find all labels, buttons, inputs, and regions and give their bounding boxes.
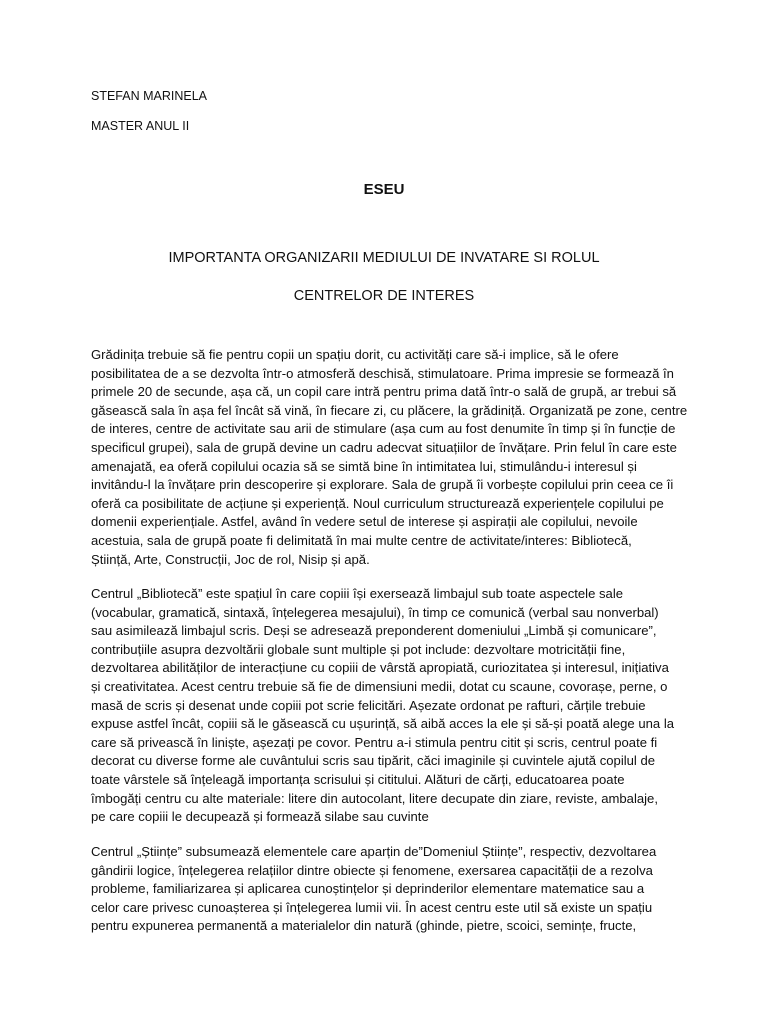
paragraph-biblioteca [91,585,689,827]
text-line: oferă ca posibilitate de acțiune și experiență. Noul curriculum structurează experiențele copilului pe [91,495,664,511]
title-line-1: IMPORTANTA ORGANIZARII MEDIULUI DE INVATARE SI ROLUL [168,250,600,266]
text-line: toate vârstele să înțeleagă importanța scrisului și cititului. Alături de cărți, educatoarea poate [91,771,625,787]
author-program: MASTER ANUL II [91,119,190,133]
paragraph-stiinte [91,843,689,936]
text-line: posibilitatea de a se dezvolta într-o atmosferă deschisă, stimulatoare. Prima impresie se formează în [91,365,674,381]
text-line: (vocabular, gramatică, sintaxă, înțelegerea mesajului), în timp ce comunică (verbal sau nonverbal) [91,604,659,620]
document-type-heading: ESEU [363,181,405,198]
text-line: de interes, centre de activitate sau arii de stimulare (așa cum au fost denumite în timp și în funcție de [91,421,676,437]
text-line: pentru expunerea permanentă a materialelor din natură (ghinde, pietre, scoici, semințe, fructe, [91,918,637,934]
text-line: specificul grupei), sala de grupă devine un cadru adecvat situațiilor de învățare. Prin felul în care este [91,439,677,455]
text-line: sau asimilează limbajul scris. Deși se adresează preponderent domeniului „Limbă și comunicare”, [91,623,657,639]
text-line: pe care copiii le decupează și formează silabe sau cuvinte [91,809,429,825]
text-line: care să privească în liniște, așezați pe covor. Pentru a-i stimula pentru citit și scris, centrul poate fi [91,734,658,750]
title-line-2: CENTRELOR DE INTERES [293,288,475,304]
text-line: dezvoltarea abilităților de interacțiune cu copiii de vârstă apropiată, curiozitatea și interesul, inițiativa [91,660,669,676]
text-line: acestuia, sala de grupă poate fi delimitată în mai multe centre de activitate/interes: Bibliotecă, [91,532,632,548]
text-line: primele 20 de secunde, așa că, un copil care intră pentru prima dată într-o sală de grupă, ar trebui să [91,384,677,400]
text-line: găsească sala în așa fel încât să vină, în fiecare zi, cu plăcere, la grădiniță. Organizată pe zone, centre [91,402,688,418]
text-line: invitându-l la învățare prin descoperire și explorare. Sala de grupă îi vorbește copilului prin ceea ce îi [91,477,674,493]
text-line: Centrul „Științe” subsumează elementele care aparțin de”Domeniul Științe”, respectiv, dezvoltarea [91,844,657,859]
paragraph-intro [91,346,689,569]
text-line: îmbogăți centru cu alte materiale: litere din autocolant, litere decupate din ziare, reviste, ambalaje, [91,790,658,806]
text-line: Centrul „Bibliotecă” este spațiul în care copiii își exersează limbajul sub toate aspectele sale [91,586,624,601]
text-line: și creativitatea. Acest centru trebuie să fie de dimensiuni medii, dotat cu scaune, covorașe, perne, o [91,678,668,694]
text-line: domenii experiențiale. Astfel, având în vedere setul de interese și aspirații ale copilului, nevoile [91,514,638,530]
text-line: amenajată, ea oferă copilului ocazia să se simtă bine în intimitatea lui, stimulându-i interesul și [91,458,637,474]
text-line: probleme, familiarizarea și aplicarea cunoștințelor și deprinderilor elementare matematice sau a [91,881,645,897]
text-line: Știință, Arte, Construcții, Joc de rol, Nisip și apă. [91,551,370,567]
text-line: contribuțiile asupra dezvoltării globale sunt multiple și pot include: dezvoltare motricității fine, [91,641,626,657]
text-line: gândirii logice, înțelegerea relațiilor dintre obiecte și fenomene, exersarea capacității de a rezolva [91,862,653,878]
text-line: masă de scris și desenat unde copiii pot scrie felicitări. Așezate ordonat pe rafturi, cărțile trebuie [91,697,646,713]
text-line: decorat cu diverse forme ale cuvântului scris sau tipărit, căci imaginile și cuvintele ajută copilul de [91,753,656,769]
text-line: celor care privesc cunoașterea și înțelegerea lumii vii. În acest centru este util să existe un spațiu [91,899,653,915]
author-name: STEFAN MARINELA [91,89,207,103]
text-line: expuse astfel încât, copiii să le găsească cu ușurință, să aibă acces la ele și să-și poată alege una la [91,716,675,732]
text-line: Grădinița trebuie să fie pentru copii un spațiu dorit, cu activități care să-i implice, să le ofere [91,347,619,362]
